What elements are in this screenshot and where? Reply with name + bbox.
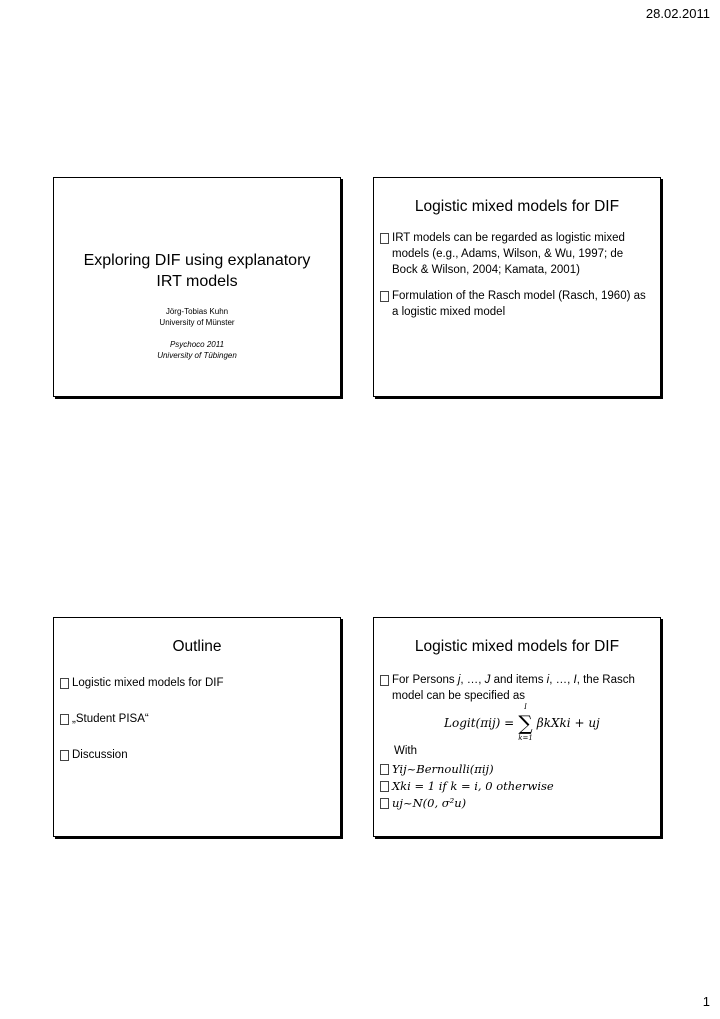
formula-lhs: Logit(πij) = <box>444 716 515 730</box>
bullet-icon <box>60 678 69 689</box>
condition-text: Yij~Bernoulli(πij) <box>392 762 494 776</box>
slide-title-page <box>53 177 341 397</box>
bullet-icon <box>380 233 389 244</box>
presentation-title-line2: IRT models <box>156 273 238 290</box>
conference-venue: University of Tübingen <box>157 351 237 360</box>
summation <box>518 703 533 743</box>
conditions-list <box>380 743 650 821</box>
sum-symbol: ∑ <box>518 711 533 735</box>
bullet-text: Formulation of the Rasch model (Rasch, 1960) as a logistic mixed model <box>392 290 646 318</box>
bullet-item <box>60 747 330 763</box>
bullet-text: IRT models can be regarded as logistic mixed models (e.g., Adams, Wilson, & Wu, 1997; de Bock & Wilson, 2004; Kamata, 2001) <box>392 232 625 276</box>
bullet-text: For Persons j, …, J and items i, …, I, the Rasch model can be specified as <box>392 674 635 702</box>
bullet-item <box>60 711 330 727</box>
formula-rhs: βkXki + uj <box>536 716 600 730</box>
condition-text: uj~N(0, σ²u) <box>392 796 467 810</box>
condition-item <box>380 761 650 777</box>
presentation-title-line1: Exploring DIF using explanatory <box>83 252 311 269</box>
bullet-icon <box>380 781 389 792</box>
presentation-title <box>54 250 340 292</box>
bullet-icon <box>380 764 389 775</box>
author-name: Jörg-Tobias Kuhn <box>165 307 229 316</box>
bullet-text: Logistic mixed models for DIF <box>72 677 224 689</box>
condition-item <box>380 795 650 811</box>
slide-logistic-models-intro <box>373 177 661 397</box>
slide-outline <box>53 617 341 837</box>
slide-rasch-model <box>373 617 661 837</box>
bullet-list <box>380 672 650 704</box>
bullet-text: „Student PISA“ <box>72 713 149 725</box>
slide-heading: Logistic mixed models for DIF <box>414 198 620 215</box>
conference-name: Psychoco 2011 <box>169 340 225 349</box>
bullet-item <box>380 288 650 320</box>
bullet-icon <box>380 798 389 809</box>
bullet-item <box>380 230 650 278</box>
page-number: 1 <box>702 994 710 1009</box>
bullet-icon <box>60 714 69 725</box>
condition-item <box>380 778 650 794</box>
bullet-icon <box>380 675 389 686</box>
sum-lower-limit: k=1 <box>518 734 533 742</box>
condition-text: Xki = 1 if k = i, 0 otherwise <box>392 779 554 793</box>
slide-heading: Logistic mixed models for DIF <box>414 638 620 655</box>
with-label: With <box>394 745 417 757</box>
header-date: 28.02.2011 <box>645 6 710 21</box>
bullet-icon <box>380 291 389 302</box>
bullet-list <box>380 230 650 330</box>
bullet-list <box>60 675 330 773</box>
bullet-icon <box>60 750 69 761</box>
slide-heading: Outline <box>172 638 222 655</box>
rasch-formula <box>444 703 600 743</box>
bullet-item <box>60 675 330 691</box>
bullet-item <box>380 672 650 704</box>
bullet-text: Discussion <box>72 749 128 761</box>
sum-upper-limit: I <box>524 703 527 711</box>
author-affiliation: University of Münster <box>159 318 235 327</box>
